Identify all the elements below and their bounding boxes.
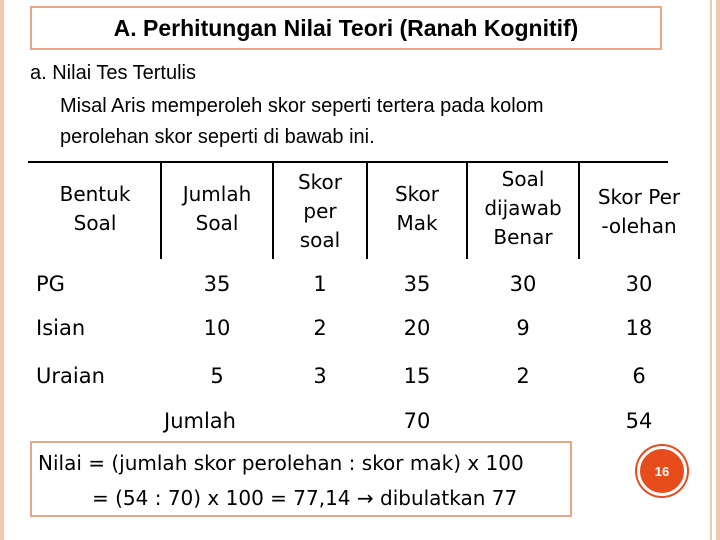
table-top-rule [28,161,668,163]
paragraph-line-1: Misal Aris memperoleh skor seperti tertera pada kolom [60,95,544,117]
cell-isian-jumlah: 10 [203,316,231,340]
cell-uraian-benar: 2 [516,364,530,388]
cell-pg-jumlah: 35 [203,272,231,296]
header-soal-dijawab-benar: Soal dijawab Benar [484,167,562,249]
cell-isian-perolehan: 18 [625,316,653,340]
header-skor-mak: Skor Mak [394,182,440,235]
page-number-badge [637,446,687,496]
header-skor-perolehan: Skor Per -olehan [597,185,681,238]
subheading: a. Nilai Tes Tertulis [30,62,196,84]
total-skor-mak: 70 [403,409,431,433]
cell-uraian-skor-per: 3 [313,364,327,388]
row-label-pg: PG [36,272,65,296]
cell-uraian-skor-mak: 15 [403,364,431,388]
cell-isian-skor-mak: 20 [403,316,431,340]
slide-frame-left [0,0,4,540]
row-label-uraian: Uraian [36,364,105,388]
page-number: 16 [654,463,670,479]
slide-frame-right-inner [710,0,712,540]
formula-line-2: = (54 : 70) x 100 = 77,14 → dibulatkan 77 [92,486,518,510]
cell-pg-perolehan: 30 [625,272,653,296]
cell-isian-benar: 9 [516,316,530,340]
slide-title [30,6,662,50]
cell-uraian-jumlah: 5 [210,364,224,388]
formula-line-1: Nilai = (jumlah skor perolehan : skor mak) x 100 [38,451,524,475]
cell-pg-skor-mak: 35 [403,272,431,296]
header-skor-per-soal: Skor per soal [297,170,343,252]
slide-frame-right [716,0,720,540]
header-bentuk-soal: Bentuk Soal [59,182,131,235]
header-jumlah-soal: Jumlah Soal [182,182,252,235]
cell-pg-skor-per: 1 [313,272,327,296]
slide-title-text: A. Perhitungan Nilai Teori (Ranah Kognitif) [113,14,579,41]
cell-uraian-perolehan: 6 [632,364,646,388]
row-label-isian: Isian [36,316,86,340]
total-label: Jumlah [164,409,236,433]
cell-isian-skor-per: 2 [313,316,327,340]
paragraph-line-2: perolehan skor seperti di bawab ini. [60,126,375,148]
total-perolehan: 54 [625,409,653,433]
cell-pg-benar: 30 [509,272,537,296]
